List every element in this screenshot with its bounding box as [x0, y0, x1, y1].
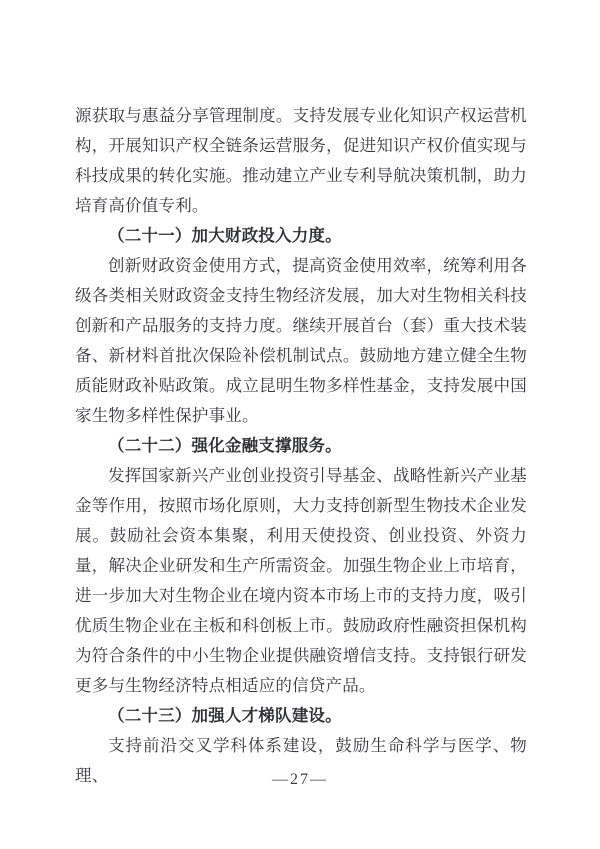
paragraph-financial-services: 发挥国家新兴产业创业投资引导基金、战略性新兴产业基金等作用，按照市场化原则，大力支持创新型生物技术企业发展。鼓励社会资本集聚，利用天使投资、创业投资、外资力量，解决企业研发和生产所需资金。加强生物企业上市培育，进一步加大对生物企业在境内资本市场上市的支持力度，吸引优质生物企业在主板和科创板上市。鼓励政府性融资担保机构为符合条件的中小生物企业提供融资增信支持。支持银行研发更多与生物经济特点相适应的信贷产品。 — [75, 466, 527, 695]
section-heading-23-talent-development: （二十三）加强人才梯队建设。 — [108, 706, 342, 725]
section-heading-22-financial-support: （二十二）强化金融支撑服务。 — [108, 436, 342, 455]
paragraph-interdisciplinary: 支持前沿交叉学科体系建设，鼓励生命科学与医学、物理、 — [75, 736, 527, 785]
paragraph-fiscal-funding: 创新财政资金使用方式，提高资金使用效率，统筹利用各级各类相关财政资金支持生物经济发展，加大对生物相关科技创新和产品服务的支持力度。继续开展首台（套）重大技术装备、新材料首批次保险补偿机制试点。鼓励地方建立健全生物质能财政补贴政策。成立昆明生物多样性基金，支持发展中国家生物多样性保护事业。 — [75, 256, 527, 425]
paragraph-ip-operations: 源获取与惠益分享管理制度。支持发展专业化知识产权运营机构，开展知识产权全链条运营服务，促进知识产权价值实现与科技成果的转化实施。推动建立产业专利导航决策机制，助力培育高价值专利。 — [75, 106, 527, 215]
section-heading-21-fiscal-investment: （二十一）加大财政投入力度。 — [108, 226, 342, 245]
page-number: —27— — [272, 771, 328, 788]
document-body — [75, 101, 527, 791]
